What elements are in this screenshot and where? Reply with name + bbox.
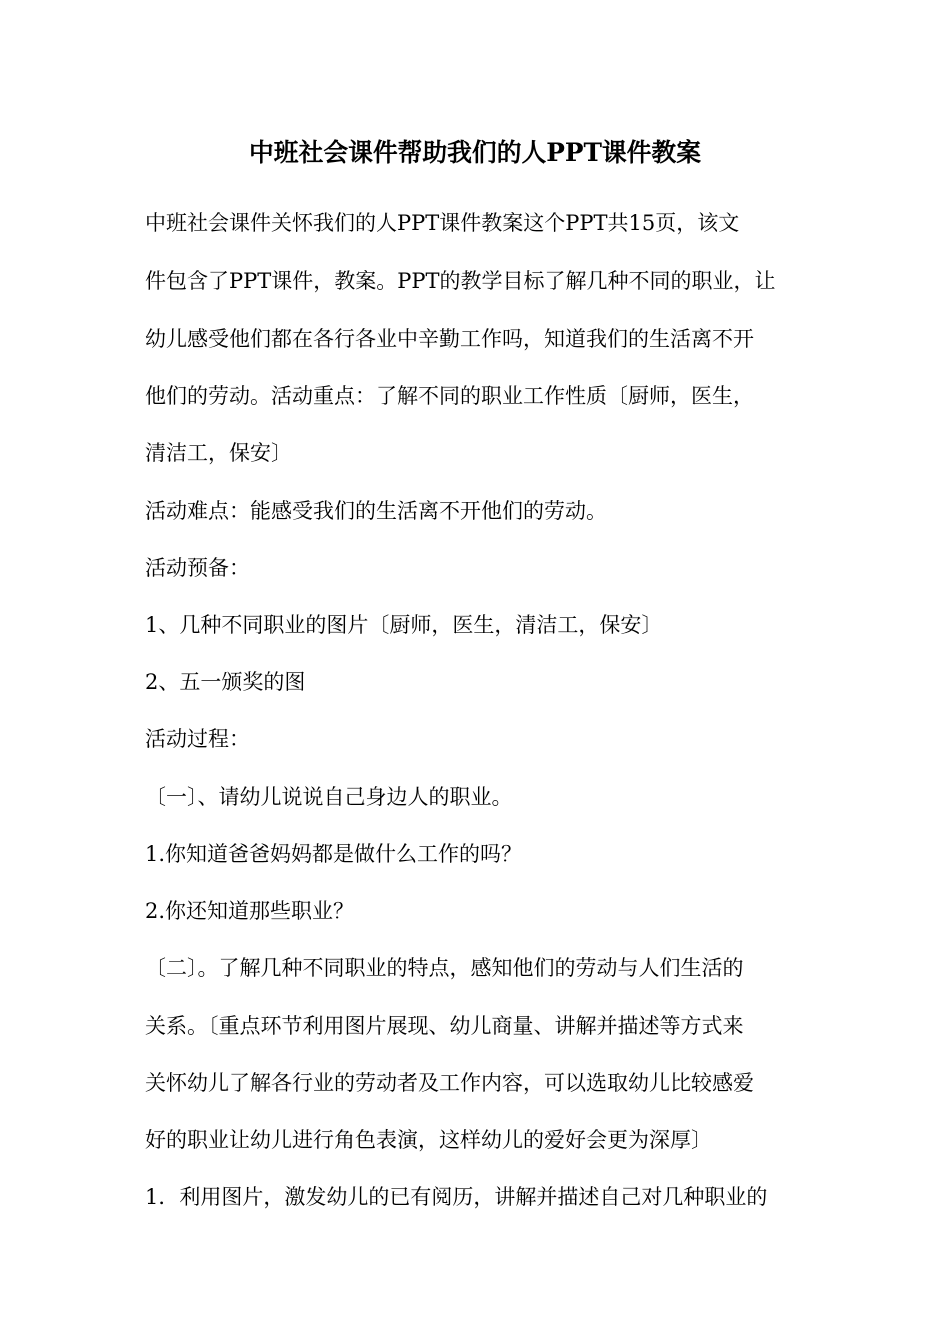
document-title: 中班社会课件帮助我们的人PPT课件教案 bbox=[249, 138, 701, 167]
body-line: 活动预备： bbox=[145, 556, 250, 580]
body-line: 关系。〔重点环节利用图片展现、幼儿商量、讲解并描述等方式来 bbox=[145, 1014, 744, 1038]
body-line: 2.你还知道那些职业？ bbox=[145, 899, 355, 923]
body-line: 中班社会课件关怀我们的人PPT课件教案这个PPT共15页，该文 bbox=[145, 211, 740, 235]
body-line: 活动难点：能感受我们的生活离不开他们的劳动。 bbox=[145, 499, 607, 523]
body-line: 1.你知道爸爸妈妈都是做什么工作的吗？ bbox=[145, 842, 523, 866]
body-line: 1．利用图片，激发幼儿的已有阅历，讲解并描述自己对几种职业的 bbox=[145, 1185, 768, 1209]
body-line: 好的职业让幼儿进行角色表演，这样幼儿的爱好会更为深厚〕 bbox=[145, 1128, 712, 1152]
body-line: 1、几种不同职业的图片〔厨师，医生，清洁工，保安〕 bbox=[145, 613, 663, 637]
body-line: 件包含了PPT课件，教案。PPT的教学目标了解几种不同的职业，让 bbox=[145, 269, 776, 293]
body-line: 关怀幼儿了解各行业的劳动者及工作内容，可以选取幼儿比较感爱 bbox=[145, 1071, 754, 1095]
body-line: 〔二〕。了解几种不同职业的特点，感知他们的劳动与人们生活的 bbox=[145, 956, 744, 980]
body-line: 清洁工，保安〕 bbox=[145, 441, 292, 465]
body-line: 〔一〕、请幼儿说说自己身边人的职业。 bbox=[145, 785, 513, 809]
body-line: 活动过程： bbox=[145, 727, 250, 751]
body-line: 他们的劳动。活动重点：了解不同的职业工作性质〔厨师，医生， bbox=[145, 384, 754, 408]
body-line: 2、五一颁奖的图 bbox=[145, 670, 306, 694]
body-line: 幼儿感受他们都在各行各业中辛勤工作吗，知道我们的生活离不开 bbox=[145, 327, 754, 351]
